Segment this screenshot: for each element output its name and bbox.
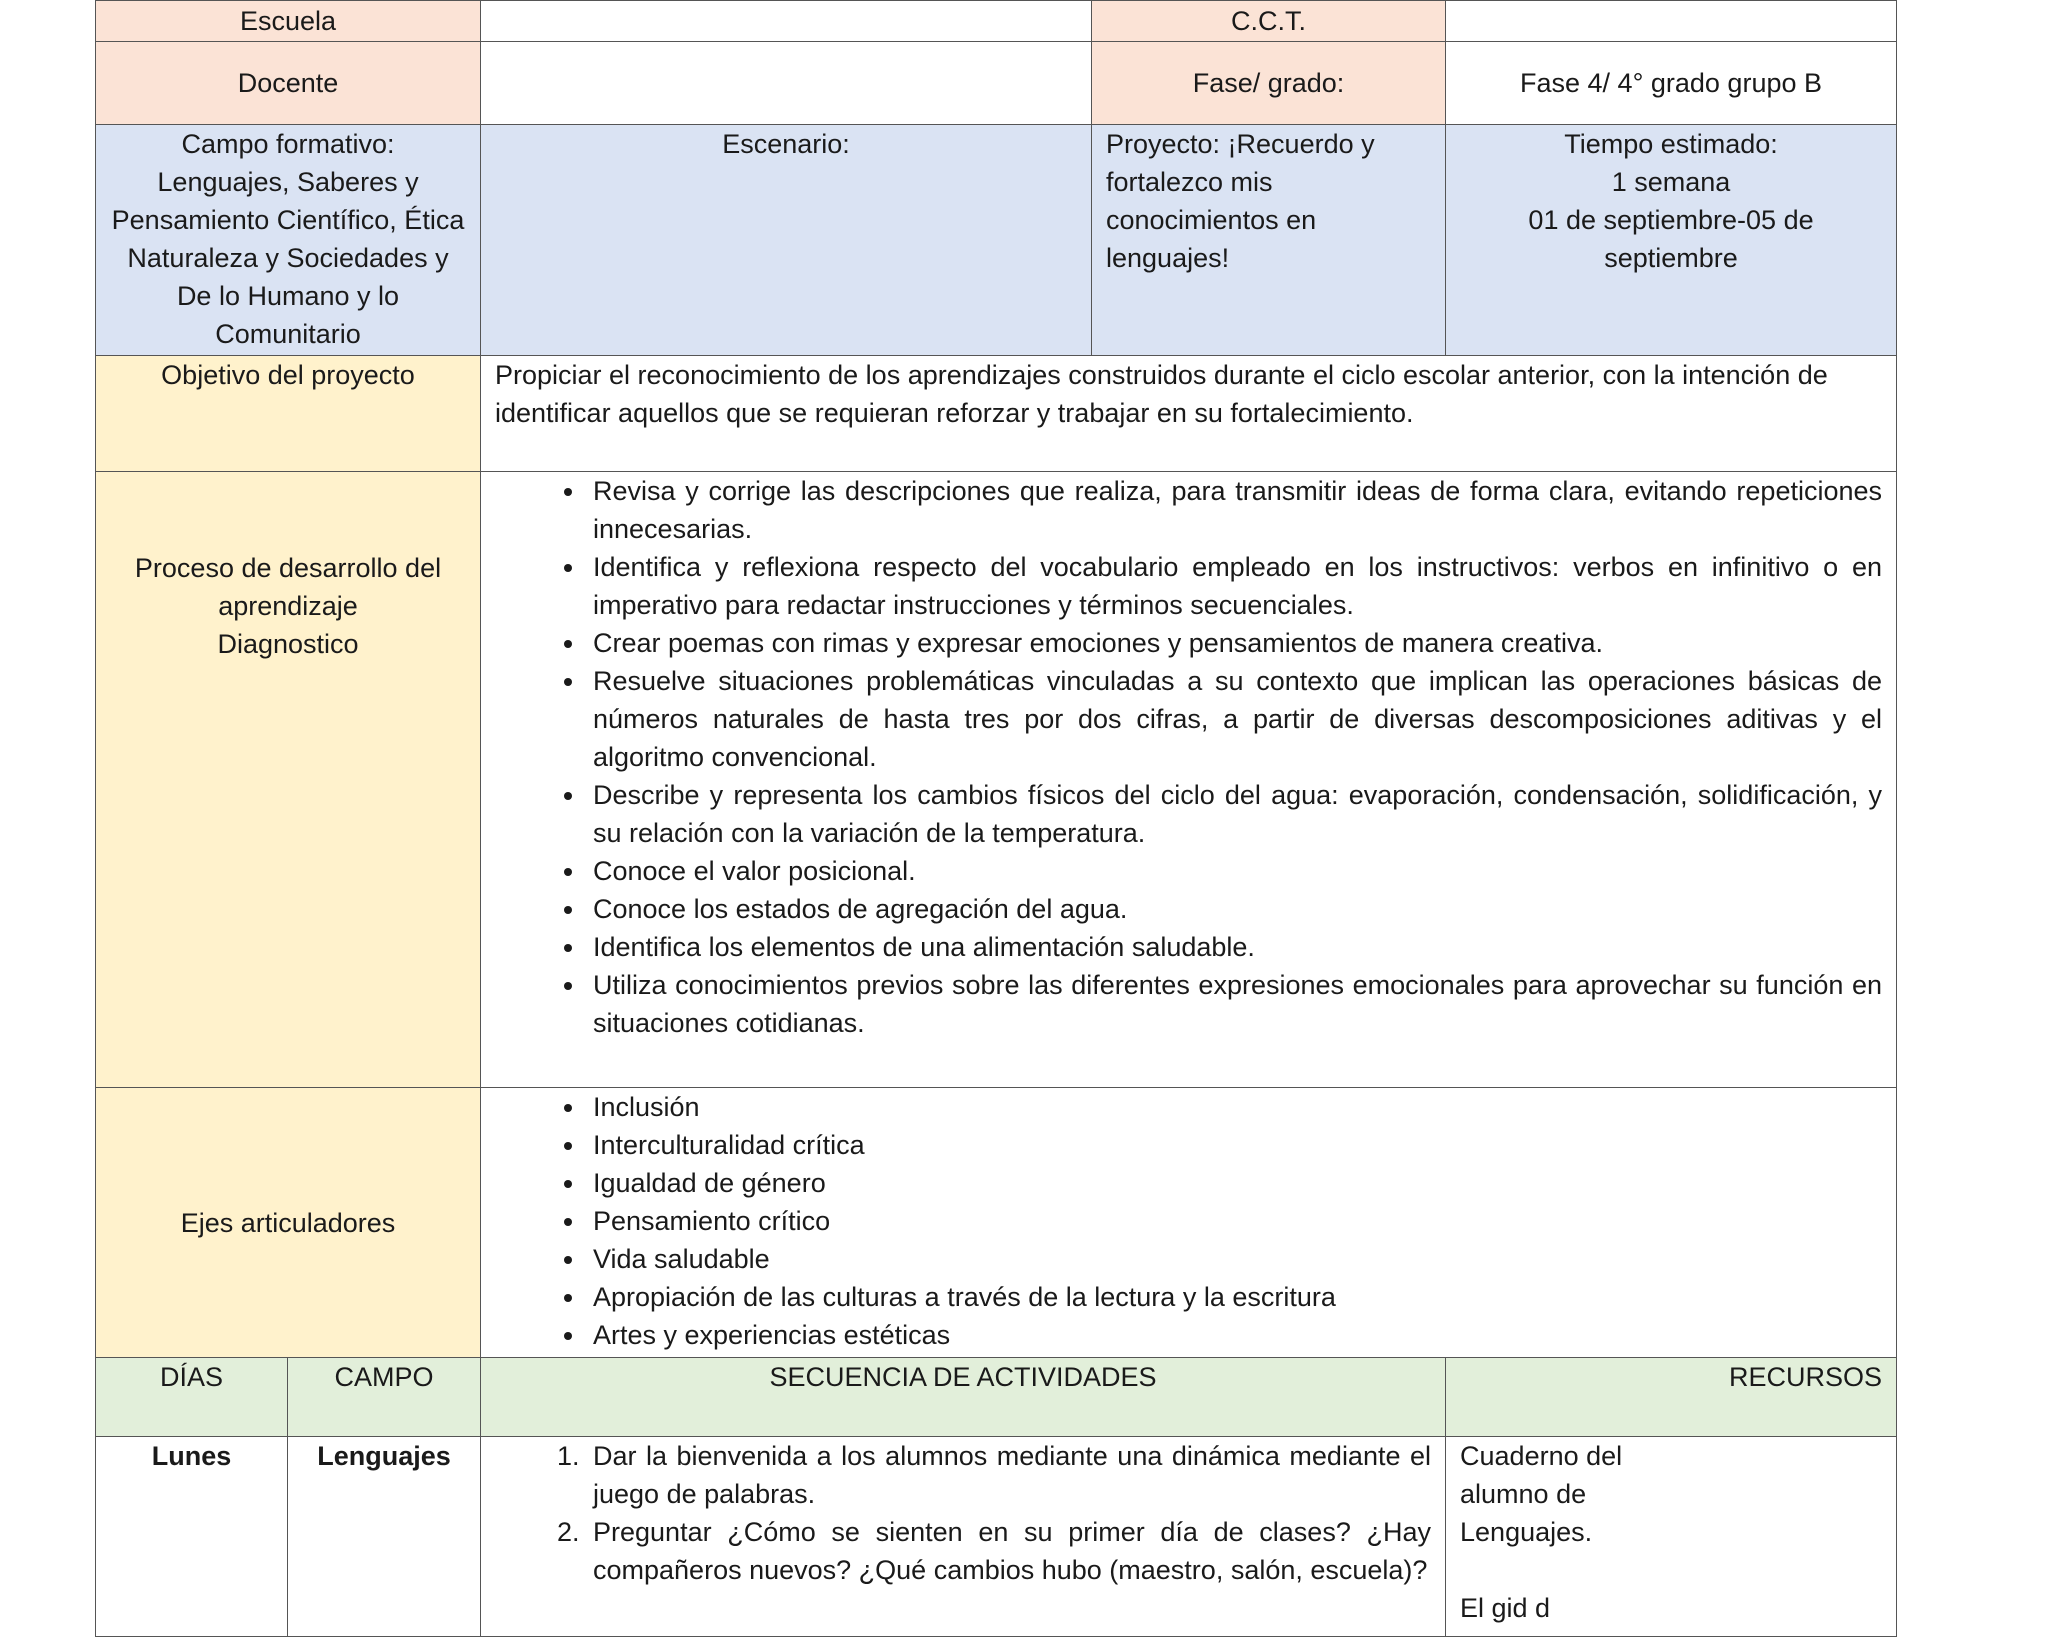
teacher-label: Docente [96,42,481,125]
process-sublabel: Diagnostico [217,629,359,659]
sequence-header-row [96,1358,1897,1437]
list-item: • Conoce los estados de agregación del agua. [587,890,1882,928]
activities-cell [481,1437,1446,1637]
col-days: DÍAS [96,1358,288,1437]
process-label: Proceso de desarrollo del aprendizaje [134,553,442,621]
campo-cell [96,125,481,356]
tiempo-dates: 01 de septiembre-05 de septiembre [1528,205,1814,273]
table-row [96,1437,1897,1637]
list-item: • Vida saludable [587,1240,1882,1278]
list-item: • Identifica y reflexiona respecto del vocabulario empleado en los instructivos: verbos en infinitivo o en imperativo para redactar instrucciones y términos secuenciales. [587,548,1882,624]
school-value [481,1,1092,42]
planning-table [95,0,1897,1637]
list-item: • Interculturalidad crítica [587,1126,1882,1164]
resources-cell [1446,1437,1897,1637]
list-item: 1. Dar la bienvenida a los alumnos mediante una dinámica mediante el juego de palabras. [587,1437,1431,1513]
campo-value: Lenguajes, Saberes y Pensamiento Científico, Ética Naturaleza y Sociedades y De lo Humano y lo Comunitario [111,167,465,349]
list-item: • Inclusión [587,1088,1882,1126]
objective-row [96,356,1897,472]
process-row [96,472,1897,1088]
field-cell: Lenguajes [288,1437,481,1637]
activities-list [495,1437,1431,1589]
list-item: • Identifica los elementos de una alimentación saludable. [587,928,1882,966]
info-row [96,125,1897,356]
tiempo-duration: 1 semana [1611,167,1731,197]
cct-label: C.C.T. [1092,1,1446,42]
proyecto-label: Proyecto: ¡Recuerdo y fortalezco mis conocimientos en lenguajes! [1092,125,1446,356]
objective-label: Objetivo del proyecto [96,356,481,472]
school-label: Escuela [96,1,481,42]
list-item: • Conoce el valor posicional. [587,852,1882,890]
list-item: • Utiliza conocimientos previos sobre las diferentes expresiones emocionales para aprovechar su función en situaciones cotidianas. [587,966,1882,1042]
cct-value [1446,1,1897,42]
list-item: 2. Preguntar ¿Cómo se sienten en su primer día de clases? ¿Hay compañeros nuevos? ¿Qué cambios hubo (maestro, salón, escuela)? [587,1513,1431,1589]
escenario-label: Escenario: [481,125,1092,356]
list-item: • Apropiación de las culturas a través de la lectura y la escritura [587,1278,1882,1316]
tiempo-label: Tiempo estimado: [1564,129,1778,159]
phase-value: Fase 4/ 4° grado grupo B [1446,42,1897,125]
school-row [96,1,1897,42]
axes-label: Ejes articuladores [96,1088,481,1358]
objective-text: Propiciar el reconocimiento de los aprendizajes construidos durante el ciclo escolar anterior, con la intención de identificar aquellos que se requieran reforzar y trabajar en su fortalecimiento. [481,356,1897,472]
process-list [495,472,1882,1042]
teacher-row [96,42,1897,125]
resources-text-more: El gid d [1460,1593,1551,1623]
resources-text: Cuaderno del alumno de Lenguajes. [1460,1441,1623,1547]
col-resources: RECURSOS [1446,1358,1897,1437]
phase-label: Fase/ grado: [1092,42,1446,125]
teacher-value [481,42,1092,125]
axes-list-cell [481,1088,1897,1358]
campo-label: Campo formativo: [181,129,395,159]
list-item: • Igualdad de género [587,1164,1882,1202]
tiempo-cell [1446,125,1897,356]
list-item: • Resuelve situaciones problemáticas vinculadas a su contexto que implican las operaciones básicas de números naturales de hasta tres por dos cifras, a partir de diversas descomposiciones aditivas y el algoritmo convencional. [587,662,1882,776]
list-item: • Artes y experiencias estéticas [587,1316,1882,1354]
col-field: CAMPO [288,1358,481,1437]
list-item: • Pensamiento crítico [587,1202,1882,1240]
list-item: • Revisa y corrige las descripciones que realiza, para transmitir ideas de forma clara, evitando repeticiones innecesarias. [587,472,1882,548]
process-label-cell [96,472,481,1088]
list-item: • Describe y representa los cambios físicos del ciclo del agua: evaporación, condensación, solidificación, y su relación con la variación de la temperatura. [587,776,1882,852]
list-item: • Crear poemas con rimas y expresar emociones y pensamientos de manera creativa. [587,624,1882,662]
axes-row [96,1088,1897,1358]
day-cell: Lunes [96,1437,288,1637]
process-list-cell [481,472,1897,1088]
col-activities: SECUENCIA DE ACTIVIDADES [481,1358,1446,1437]
axes-list [495,1088,1882,1354]
